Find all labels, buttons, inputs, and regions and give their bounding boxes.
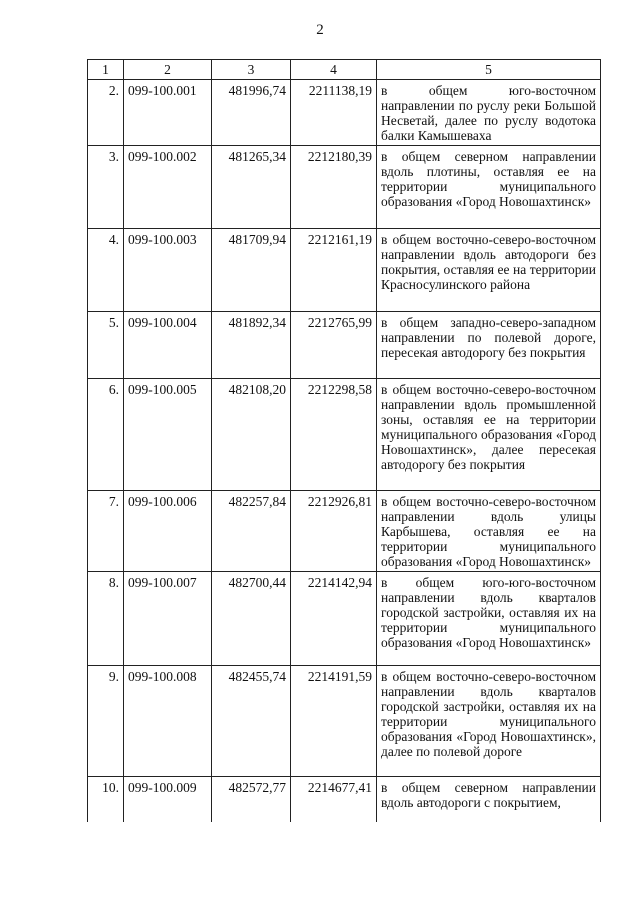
- table-row: [88, 146, 601, 229]
- boundary-description: в общем юго-юго-восточном направлении вдоль кварталов городской застройки, оставляя их на территории муниципального образования «Город Новошахтинск»: [377, 572, 601, 666]
- coordinate-y: 2212765,99: [291, 312, 377, 379]
- coordinate-x: 482700,44: [212, 572, 291, 666]
- point-code: 099-100.002: [124, 146, 212, 229]
- header-col-5: 5: [377, 60, 601, 80]
- row-number: 5.: [88, 312, 124, 379]
- boundary-description: в общем северном направлении вдоль плотины, оставляя ее на территории муниципального образования «Город Новошахтинск»: [377, 146, 601, 229]
- coordinate-y: 2212298,58: [291, 379, 377, 491]
- row-number: 8.: [88, 572, 124, 666]
- point-code: 099-100.003: [124, 229, 212, 312]
- coordinate-y: 2214142,94: [291, 572, 377, 666]
- boundary-description: в общем восточно-северо-восточном направлении вдоль промышленной зоны, оставляя ее на территории муниципального образования «Город Новошахтинск», далее пересекая автодорогу без покрытия: [377, 379, 601, 491]
- table-row: [88, 229, 601, 312]
- boundary-description: в общем западно-северо-западном направлении по полевой дороге, пересекая автодорогу без покрытия: [377, 312, 601, 379]
- table-row: [88, 80, 601, 146]
- row-number: 2.: [88, 80, 124, 146]
- table-header-row: [88, 60, 601, 80]
- coordinate-x: 482257,84: [212, 491, 291, 572]
- header-col-1: 1: [88, 60, 124, 80]
- boundary-description: в общем северном направлении вдоль автодороги с покрытием,: [377, 777, 601, 823]
- point-code: 099-100.001: [124, 80, 212, 146]
- row-number: 3.: [88, 146, 124, 229]
- table-row: [88, 491, 601, 572]
- boundary-table: [87, 59, 601, 822]
- page-number: 2: [316, 22, 324, 38]
- coordinate-y: 2212926,81: [291, 491, 377, 572]
- row-number: 4.: [88, 229, 124, 312]
- table-row: [88, 379, 601, 491]
- point-code: 099-100.006: [124, 491, 212, 572]
- point-code: 099-100.007: [124, 572, 212, 666]
- row-number: 7.: [88, 491, 124, 572]
- header-col-4: 4: [291, 60, 377, 80]
- coordinate-x: 482455,74: [212, 666, 291, 777]
- coordinate-x: 481709,94: [212, 229, 291, 312]
- boundary-description: в общем восточно-северо-восточном направлении вдоль кварталов городской застройки, оставляя их на территории муниципального образования «Город Новошахтинск», далее по полевой дороге: [377, 666, 601, 777]
- coordinate-x: 481265,34: [212, 146, 291, 229]
- coordinate-y: 2211138,19: [291, 80, 377, 146]
- coordinate-y: 2212180,39: [291, 146, 377, 229]
- table-row: [88, 312, 601, 379]
- point-code: 099-100.005: [124, 379, 212, 491]
- coordinate-y: 2214191,59: [291, 666, 377, 777]
- header-col-2: 2: [124, 60, 212, 80]
- coordinate-x: 481892,34: [212, 312, 291, 379]
- row-number: 6.: [88, 379, 124, 491]
- coordinate-x: 481996,74: [212, 80, 291, 146]
- row-number: 9.: [88, 666, 124, 777]
- coordinate-x: 482572,77: [212, 777, 291, 823]
- point-code: 099-100.009: [124, 777, 212, 823]
- table-row: [88, 777, 601, 823]
- boundary-description: в общем юго-восточном направлении по руслу реки Большой Несветай, далее по руслу водотока балки Камышеваха: [377, 80, 601, 146]
- table-row: [88, 572, 601, 666]
- boundary-description: в общем восточно-северо-восточном направлении вдоль улицы Карбышева, оставляя ее на территории муниципального образования «Город Новошахтинск»: [377, 491, 601, 572]
- point-code: 099-100.004: [124, 312, 212, 379]
- point-code: 099-100.008: [124, 666, 212, 777]
- coordinate-y: 2212161,19: [291, 229, 377, 312]
- header-col-3: 3: [212, 60, 291, 80]
- boundary-description: в общем восточно-северо-восточном направлении вдоль автодороги без покрытия, оставляя ее на территории Красносулинского района: [377, 229, 601, 312]
- table-row: [88, 666, 601, 777]
- coordinate-x: 482108,20: [212, 379, 291, 491]
- row-number: 10.: [88, 777, 124, 823]
- coordinate-y: 2214677,41: [291, 777, 377, 823]
